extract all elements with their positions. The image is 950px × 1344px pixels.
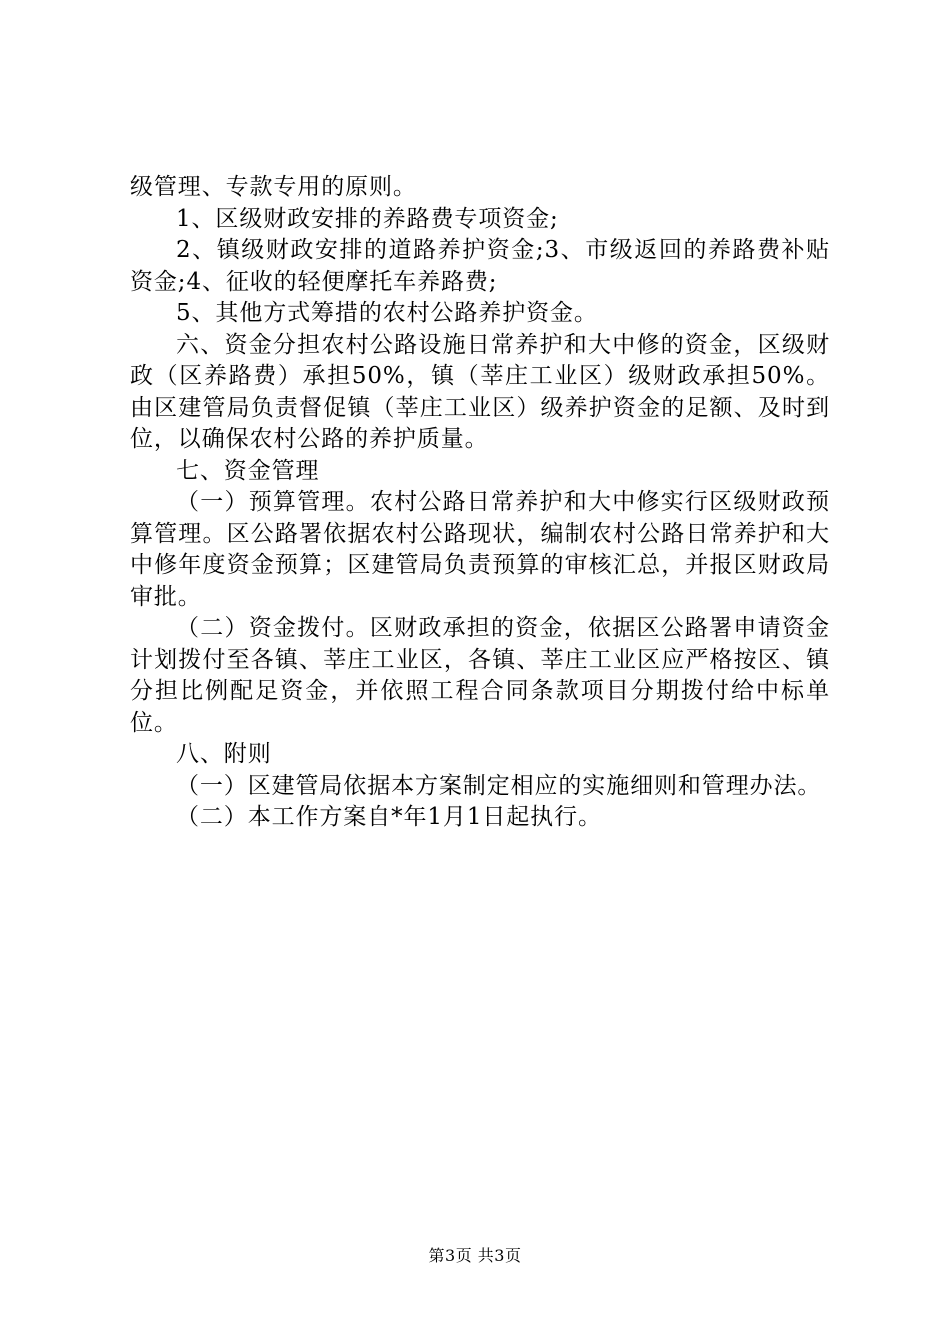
paragraph-section-6: 六、资金分担农村公路设施日常养护和大中修的资金，区级财政（区养路费）承担50%，镇（莘庄工业区）级财政承担50%。由区建管局负责督促镇（莘庄工业区）级养护资金的足额、及时到位，以确保农村公路的养护质量。 <box>130 331 830 452</box>
paragraph-budget-management: （一）预算管理。农村公路日常养护和大中修实行区级财政预算管理。区公路署依据农村公路现状，编制农村公路日常养护和大中修年度资金预算；区建管局负责预算的审核汇总，并报区财政局审批。 <box>130 489 830 610</box>
paragraph-continuation: 级管理、专款专用的原则。 <box>130 174 417 200</box>
paragraph-fund-allocation: （二）资金拨付。区财政承担的资金，依据区公路署申请资金计划拨付至各镇、莘庄工业区，各镇、莘庄工业区应严格按区、镇分担比例配足资金，并依照工程合同条款项目分期拨付给中标单位。 <box>130 615 830 736</box>
paragraph-fund-source-1: 1、区级财政安排的养路费专项资金; <box>176 205 559 232</box>
paragraph-effective-date: （二）本工作方案自*年1月1日起执行。 <box>176 804 602 830</box>
document-body <box>130 172 830 834</box>
page-number: 第3页 共3页 <box>428 1246 522 1265</box>
heading-section-8: 八、附则 <box>176 741 272 767</box>
paragraph-fund-source-2-4: 2、镇级财政安排的道路养护资金;3、市级返回的养路费补贴资金;4、征收的轻便摩托车养路费; <box>130 237 830 295</box>
paragraph-fund-source-5: 5、其他方式筹措的农村公路养护资金。 <box>176 300 598 326</box>
paragraph-implementation-rules: （一）区建管局依据本方案制定相应的实施细则和管理办法。 <box>176 772 822 799</box>
heading-section-7: 七、资金管理 <box>176 457 320 484</box>
